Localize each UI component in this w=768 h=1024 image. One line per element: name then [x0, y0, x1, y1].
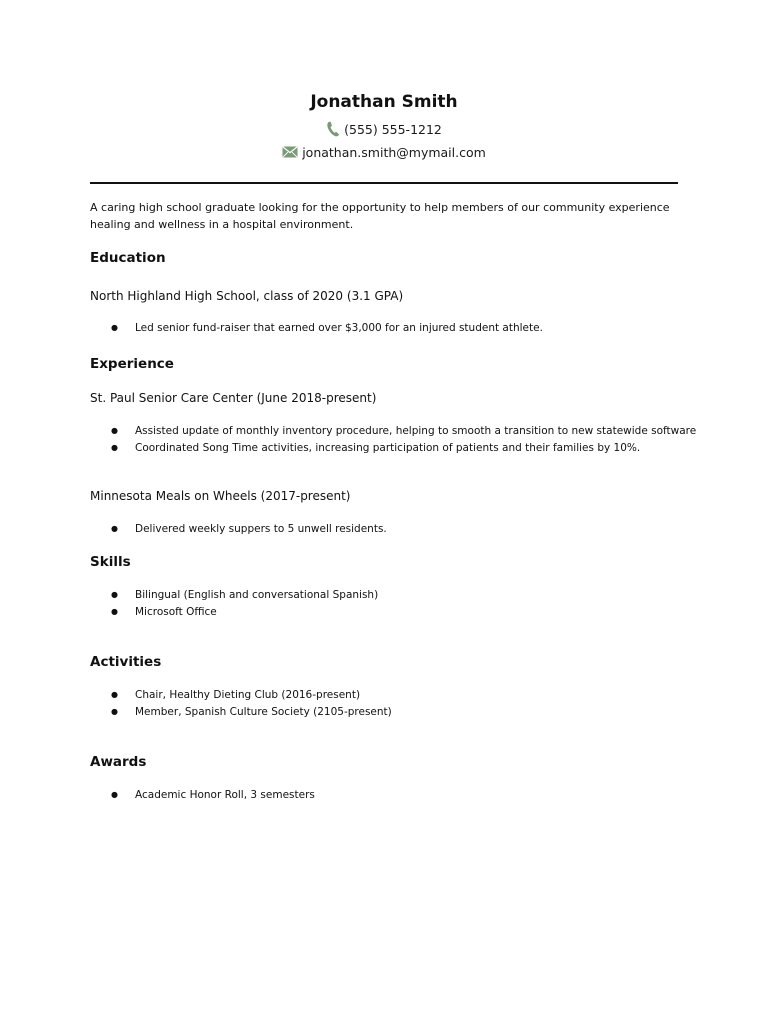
bullet-dot: ● — [111, 443, 118, 452]
experience-heading: Experience — [90, 356, 174, 372]
candidate-name: Jonathan Smith — [310, 92, 458, 112]
bullet-dot: ● — [111, 426, 118, 435]
education-heading: Education — [90, 250, 166, 266]
header-divider — [90, 182, 678, 184]
job-title: Minnesota Meals on Wheels (2017-present) — [90, 489, 351, 503]
bullet-text: Led senior fund-raiser that earned over $3,000 for an injured student athlete. — [135, 322, 543, 334]
bullet-text: Microsoft Office — [135, 606, 217, 618]
summary-paragraph: A caring high school graduate looking for the opportunity to help members of our community experience healing and wellness in a hospital environment. — [90, 201, 670, 231]
job-bullet — [111, 523, 387, 535]
email-address: jonathan.smith@mymail.com — [302, 145, 486, 160]
phone-icon — [326, 121, 340, 140]
activities-heading: Activities — [90, 654, 162, 670]
email-line — [0, 145, 768, 161]
bullet-text: Delivered weekly suppers to 5 unwell residents. — [135, 523, 387, 535]
bullet-dot: ● — [111, 607, 118, 616]
skills-heading: Skills — [90, 554, 131, 570]
bullet-dot: ● — [111, 707, 118, 716]
skill-bullet — [111, 589, 378, 601]
award-bullet — [111, 789, 315, 801]
bullet-dot: ● — [111, 690, 118, 699]
bullet-text: Bilingual (English and conversational Spanish) — [135, 589, 379, 601]
bullet-text: Member, Spanish Culture Society (2105-present) — [135, 706, 392, 718]
bullet-text: Assisted update of monthly inventory procedure, helping to smooth a transition to new statewide software — [135, 425, 697, 437]
job-bullet — [111, 425, 696, 437]
bullet-dot: ● — [111, 323, 118, 332]
activity-bullet — [111, 706, 392, 718]
bullet-dot: ● — [111, 590, 118, 599]
activity-bullet — [111, 689, 360, 701]
job-bullet — [111, 442, 640, 454]
bullet-text: Coordinated Song Time activities, increasing participation of patients and their families by 10%. — [135, 442, 641, 454]
bullet-text: Chair, Healthy Dieting Club (2016-present) — [135, 689, 361, 701]
education-school: North Highland High School, class of 2020 (3.1 GPA) — [90, 289, 404, 303]
job-title: St. Paul Senior Care Center (June 2018-present) — [90, 391, 377, 405]
bullet-text: Academic Honor Roll, 3 semesters — [135, 789, 315, 801]
bullet-dot: ● — [111, 790, 118, 799]
envelope-icon — [282, 146, 298, 161]
bullet-dot: ● — [111, 524, 118, 533]
phone-line — [0, 121, 768, 140]
phone-number: (555) 555-1212 — [344, 122, 442, 137]
awards-heading: Awards — [90, 754, 147, 770]
skill-bullet — [111, 606, 217, 618]
education-bullet — [111, 322, 543, 334]
